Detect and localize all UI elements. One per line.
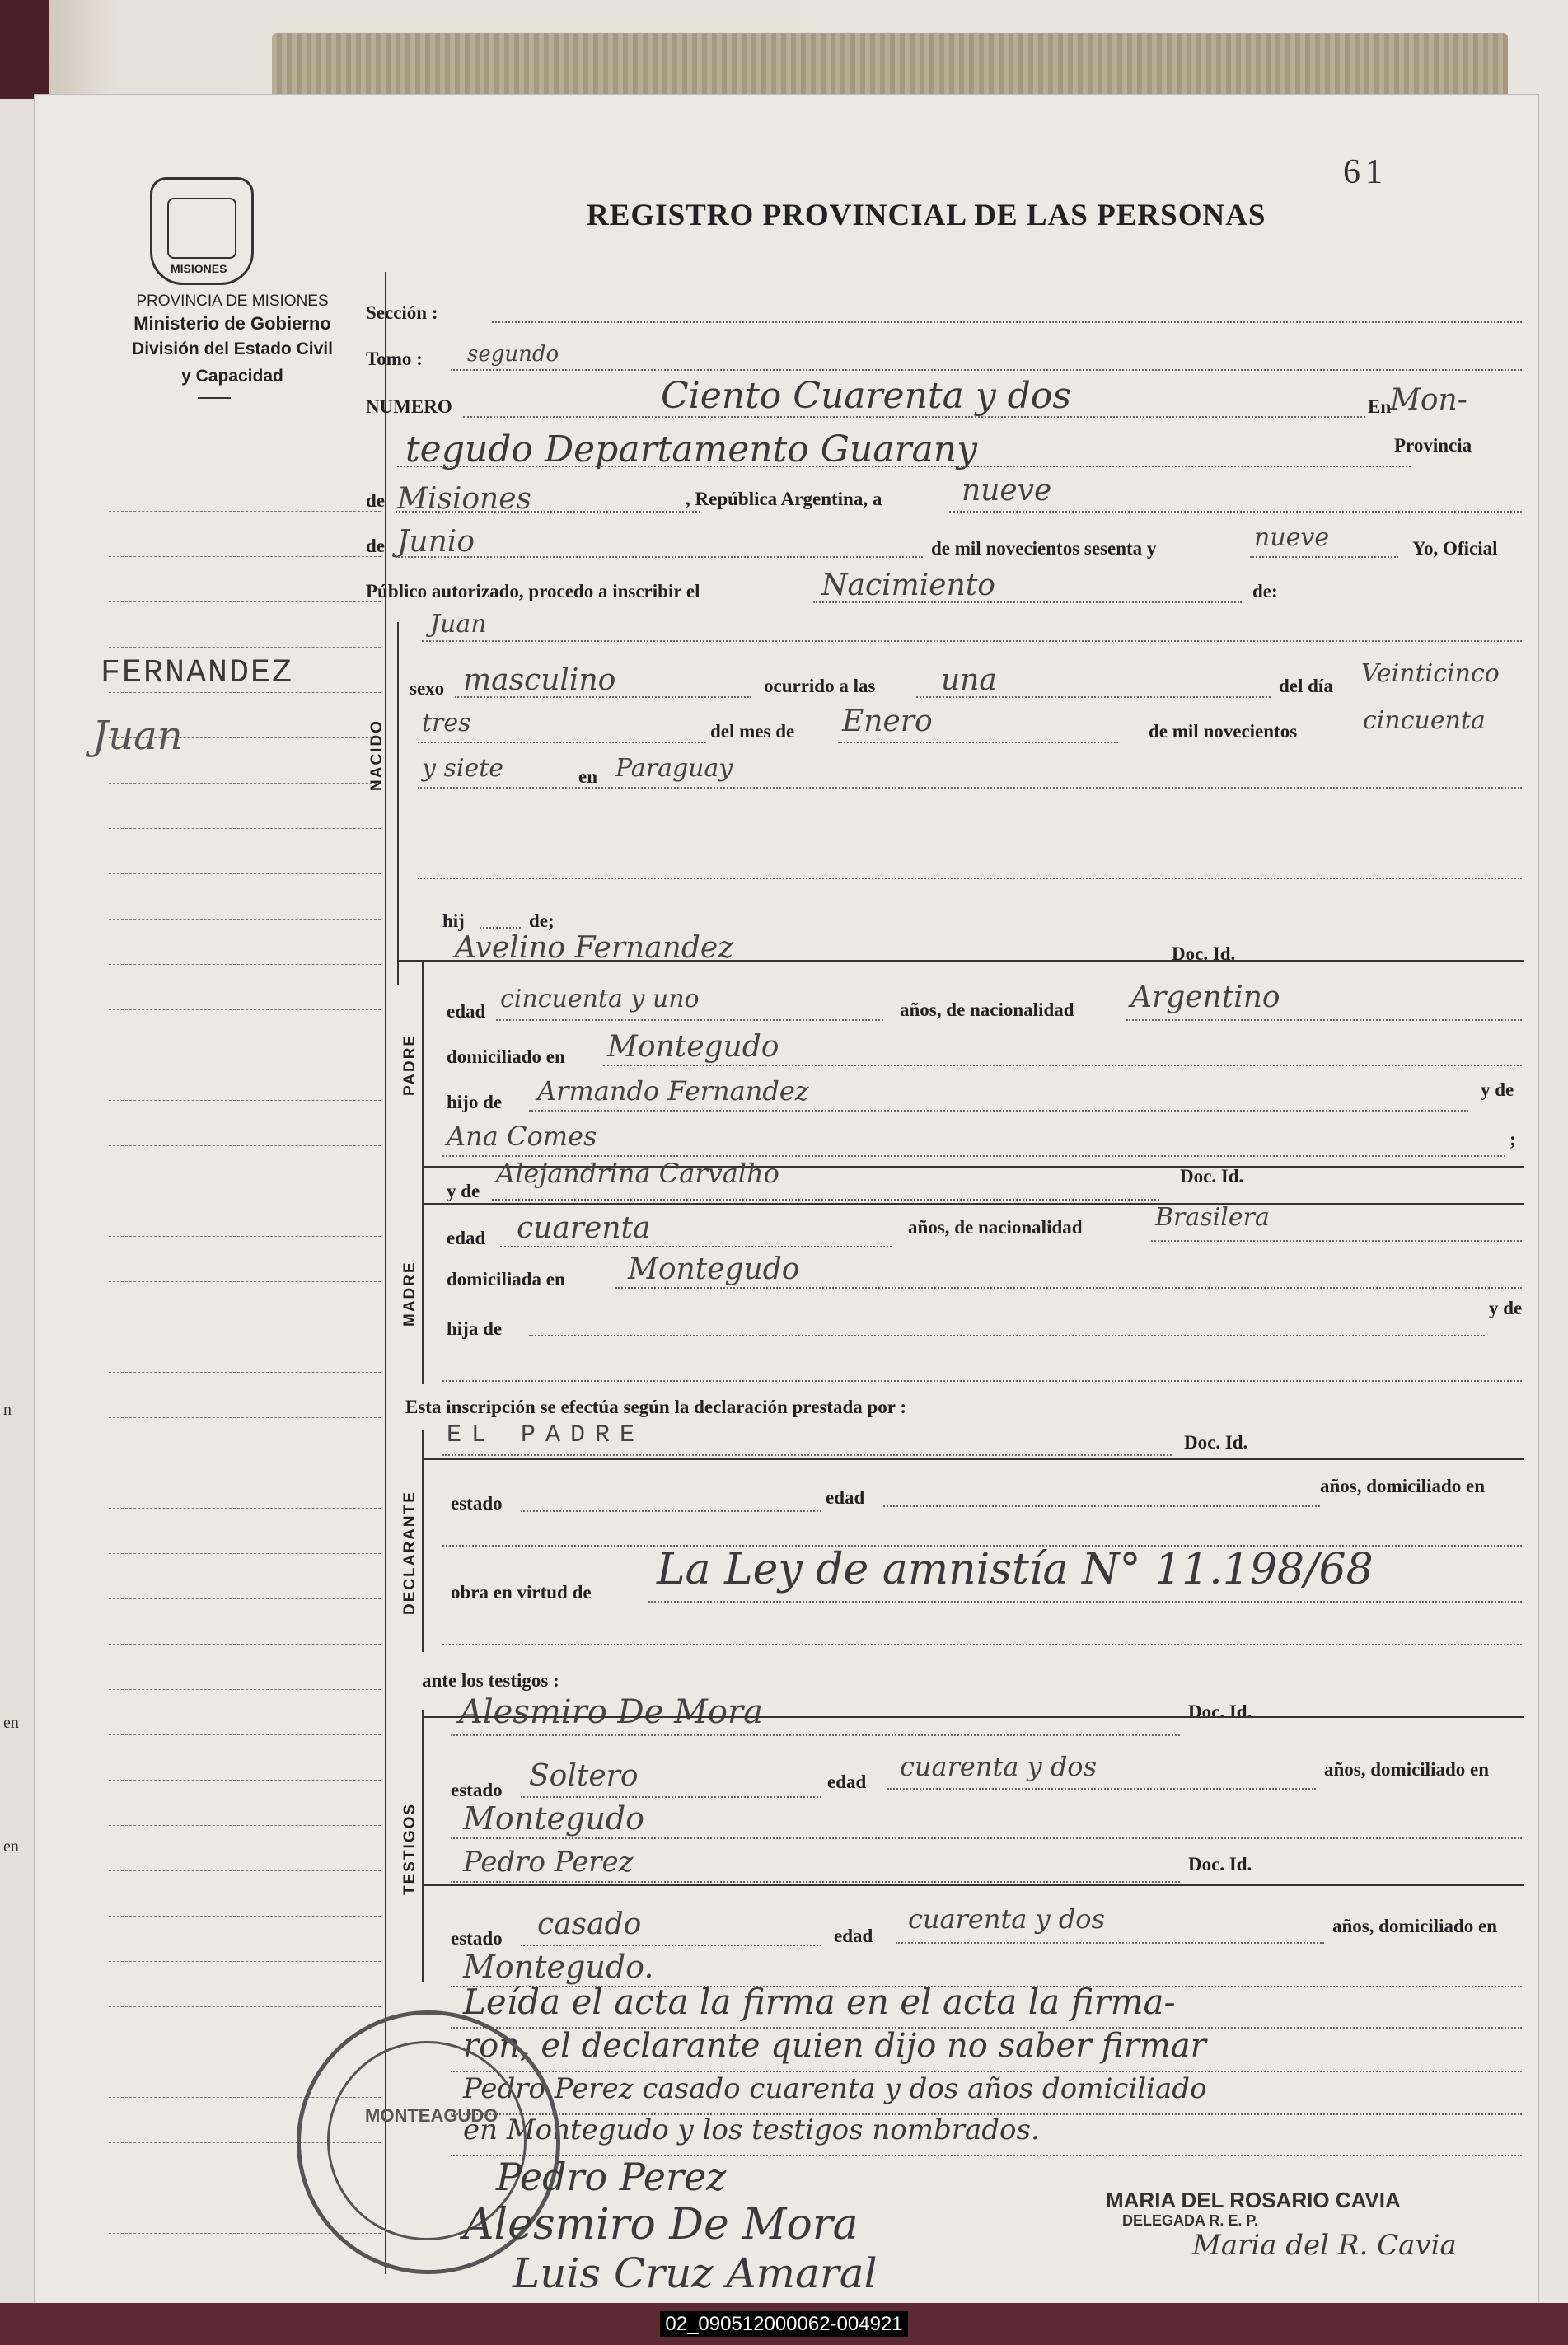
scan-footer — [0, 2303, 1568, 2345]
testigos-intro: ante los testigos : — [422, 1670, 559, 1691]
testigo2-doc-label: Doc. Id. — [1188, 1854, 1252, 1875]
hijo-label: hij — [442, 910, 465, 931]
hijo-line-2 — [418, 878, 1522, 879]
header-capacity: y Capacidad — [181, 367, 283, 386]
testigo1-doc-label: Doc. Id. — [1188, 1701, 1252, 1722]
obra-label: obra en virtud de — [451, 1582, 592, 1603]
testigo2-edad-label: edad — [834, 1926, 873, 1946]
declarante-domicilio-label: años, domiciliado en — [1320, 1476, 1486, 1496]
abuela-materna-line — [442, 1380, 1522, 1382]
declarante-edad-line — [883, 1505, 1320, 1507]
margin-surname: FERNANDEZ — [101, 655, 294, 692]
seal-label: MISIONES — [171, 262, 227, 275]
signature-de-mora: Alesmiro De Mora — [463, 2200, 859, 2249]
tomo-value: segundo — [467, 342, 559, 367]
officer-title: DELEGADA R. E. P. — [1122, 2212, 1259, 2229]
madre-edad-label: edad — [447, 1228, 486, 1248]
place-value-1: Mon- — [1390, 383, 1467, 417]
header-division: División del Estado Civil — [132, 339, 333, 358]
testigo1-edad-line — [887, 1788, 1316, 1790]
declarante-nombre: EL PADRE — [447, 1421, 645, 1449]
padre-edad-line — [496, 1019, 883, 1021]
margin-ruled-line — [109, 511, 381, 512]
de-label-2: de — [366, 536, 385, 556]
madre-doc-label: Doc. Id. — [1180, 1166, 1244, 1187]
margin-ruled-line — [109, 1644, 381, 1645]
mes-value: Junio — [397, 525, 475, 559]
provincia-line — [396, 511, 700, 513]
testigo2-rule — [422, 1884, 1524, 1886]
hijo-suffix-line — [480, 927, 521, 929]
signature-cruz-amaral: Luis Cruz Amaral — [513, 2249, 878, 2297]
en-nac-label: en — [578, 766, 597, 787]
lugar-line — [418, 787, 1522, 789]
declarante-section-label: DECLARANTE — [401, 1491, 419, 1615]
testigo2-estado-label: estado — [451, 1928, 503, 1949]
testigo1-domicilio: Montegudo — [463, 1800, 645, 1837]
madre-hija-de-label: hija de — [447, 1318, 503, 1339]
nacido-nombre: Juan — [430, 610, 487, 639]
mes-nac-line — [838, 742, 1118, 743]
madre-domicilio-label: domiciliada en — [447, 1269, 565, 1290]
testigo2-domicilio-label: años, domiciliado en — [1332, 1916, 1498, 1936]
header-province: PROVINCIA DE MISIONES — [136, 293, 329, 310]
margin-ruled-line — [109, 1870, 381, 1871]
de-label: de — [366, 490, 385, 511]
declarante-estado-label: estado — [451, 1493, 503, 1514]
testigo1-domicilio-label: años, domiciliado en — [1324, 1759, 1490, 1780]
declarante-doc-label: Doc. Id. — [1184, 1432, 1248, 1453]
dia-nacimiento: Veinticinco — [1361, 659, 1500, 688]
left-page-fragment: n — [3, 1401, 12, 1419]
madre-name-rule — [422, 1203, 1524, 1205]
declarante-estado-line — [521, 1510, 821, 1512]
acto-value: Nacimiento — [821, 569, 995, 602]
oficial-label: Yo, Oficial — [1412, 538, 1498, 559]
sexo-line — [455, 696, 751, 698]
column-divider — [385, 272, 386, 2274]
closing-line-3: Pedro Perez casado cuarenta y dos años domiciliado — [463, 2072, 1207, 2105]
provincia-label: Provincia — [1394, 435, 1472, 456]
margin-ruled-line — [109, 1508, 381, 1509]
madre-nombre: Alejandrina Carvalho — [496, 1158, 779, 1189]
place-value-2: tegudo Departamento Guarany — [405, 428, 977, 470]
margin-ruled-line — [109, 601, 381, 602]
numero-value: Ciento Cuarenta y dos — [661, 375, 1071, 417]
mes-nacimiento: Enero — [842, 704, 933, 738]
nacido-nombre-line — [422, 640, 1522, 642]
margin-ruled-line — [109, 692, 381, 693]
dia-value: nueve — [962, 474, 1052, 508]
lugar-nacimiento: Paraguay — [615, 754, 733, 783]
record-page — [35, 95, 1538, 2303]
margin-ruled-line — [109, 964, 381, 965]
testigo2-nombre: Pedro Perez — [463, 1846, 634, 1879]
margin-ruled-line — [109, 1372, 381, 1373]
page-number: 61 — [1343, 153, 1388, 191]
signature-cavia: Maria del R. Cavia — [1192, 2229, 1457, 2262]
numero-line — [463, 416, 1365, 418]
testigo1-estado-label: estado — [451, 1780, 503, 1800]
testigo1-nombre: Alesmiro De Mora — [459, 1693, 763, 1731]
madre-section-label: MADRE — [401, 1261, 419, 1327]
declarante-bracket — [422, 1430, 424, 1652]
margin-ruled-line — [109, 919, 381, 920]
padre-nacionalidad: Argentino — [1130, 981, 1280, 1014]
place-line — [397, 466, 1411, 467]
margin-ruled-line — [109, 828, 381, 829]
seccion-label: Sección : — [366, 302, 438, 323]
testigo1-estado-line — [521, 1796, 821, 1798]
abuela-line — [442, 1155, 1505, 1157]
padre-nac-line — [1126, 1019, 1522, 1021]
dia2-line — [418, 742, 706, 743]
margin-ruled-line — [109, 1689, 381, 1690]
margin-ruled-line — [109, 2006, 381, 2007]
testigo2-nombre-line — [451, 1881, 1180, 1883]
del-dia-label: del día — [1279, 676, 1333, 696]
tomo-line — [451, 369, 1522, 371]
padre-y-de-label: y de — [1481, 1079, 1514, 1100]
declarante-intro: Esta inscripción se efectúa según la declaración prestada por : — [405, 1397, 906, 1417]
padre-domicilio: Montegudo — [607, 1030, 779, 1064]
margin-ruled-line — [109, 1009, 381, 1010]
padre-bracket — [422, 960, 424, 1174]
padre-edad: cincuenta y uno — [500, 985, 700, 1013]
margin-ruled-line — [109, 1553, 381, 1554]
declarante-edad-label: edad — [826, 1487, 865, 1508]
abuela-paterna: Ana Comes — [447, 1121, 597, 1152]
madre-nacionalidad: Brasilera — [1155, 1203, 1270, 1232]
left-page-fragment: en — [3, 1714, 19, 1732]
sexo-value: masculino — [463, 663, 616, 697]
padre-semicolon: ; — [1509, 1129, 1516, 1149]
obra-value: La Ley de amnistía N° 11.198/68 — [657, 1545, 1374, 1594]
testigos-bracket — [422, 1710, 424, 1982]
testigo1-edad-label: edad — [827, 1772, 867, 1792]
abuelo-materno-line — [529, 1335, 1485, 1336]
margin-ruled-line — [109, 1598, 381, 1599]
hijo-de-label: de; — [529, 910, 555, 931]
padre-edad-label: edad — [447, 1001, 486, 1022]
closing-line-1: Leída el acta la firma en el acta la firma- — [463, 1982, 1176, 2022]
padre-doc-label: Doc. Id. — [1172, 943, 1236, 964]
padre-section-label: PADRE — [401, 1033, 419, 1096]
madre-y-de-label: y de — [447, 1181, 480, 1201]
anio-nacimiento: cincuenta — [1363, 706, 1486, 735]
testigo2-edad: cuarenta y dos — [908, 1903, 1105, 1935]
ocurrido-label: ocurrido a las — [764, 676, 876, 696]
padre-domicilio-label: domiciliado en — [447, 1046, 565, 1067]
margin-ruled-line — [109, 1825, 381, 1826]
page-title: REGISTRO PROVINCIAL DE LAS PERSONAS — [587, 199, 1266, 232]
testigo2-estado-line — [521, 1945, 821, 1946]
padre-nacionalidad-label: años, de nacionalidad — [900, 999, 1074, 1020]
closing-line-4: en Montegudo y los testigos nombrados. — [463, 2113, 1040, 2146]
seccion-line — [492, 321, 1522, 323]
margin-ruled-line — [109, 1417, 381, 1418]
testigo1-rule — [422, 1716, 1524, 1718]
sexo-label: sexo — [410, 678, 445, 699]
madre-nac-line — [1151, 1240, 1522, 1242]
madre-nombre-line — [492, 1199, 1159, 1201]
dia-line — [949, 511, 1522, 513]
signature-pedro-perez: Pedro Perez — [496, 2155, 727, 2199]
anio-line — [1250, 556, 1398, 558]
madre-domicilio: Montegudo — [628, 1252, 800, 1286]
officer-name: MARIA DEL ROSARIO CAVIA — [1106, 2188, 1401, 2212]
madre-dom-line — [615, 1287, 1522, 1289]
margin-ruled-line — [109, 1236, 381, 1237]
republica-label: , República Argentina, a — [686, 489, 882, 509]
padre-nombre: Avelino Fernandez — [455, 931, 734, 965]
padre-hijo-de-label: hijo de — [447, 1092, 503, 1112]
abuelo-line — [529, 1110, 1468, 1112]
testigo2-estado: casado — [537, 1907, 642, 1941]
acto-line — [813, 601, 1242, 603]
stamp-text: MONTEAGUDO — [365, 2105, 498, 2126]
publico-label: Público autorizado, procedo a inscribir el — [366, 581, 700, 601]
mes-label: del mes de — [710, 721, 795, 742]
declarante-rule — [422, 1458, 1524, 1460]
nacido-bracket — [397, 622, 399, 985]
dia-nacimiento-2: tres — [422, 709, 471, 737]
de-colon-label: de: — [1252, 581, 1278, 601]
margin-given-name: Juan — [92, 713, 183, 759]
margin-ruled-line — [109, 1916, 381, 1917]
testigo2-domicilio: Montegudo. — [463, 1949, 654, 1985]
provincia-value: Misiones — [397, 482, 532, 516]
margin-ruled-line — [109, 783, 381, 784]
anio-value: nueve — [1254, 523, 1330, 552]
anio-nac-label: de mil novecientos — [1149, 721, 1298, 742]
declarante-nombre-line — [442, 1454, 1172, 1456]
margin-ruled-line — [109, 1961, 381, 1962]
anio-nacimiento-2: y siete — [422, 754, 504, 783]
scan-id: 02_090512000062-004921 — [660, 2311, 907, 2337]
testigo1-dom-line — [451, 1837, 1522, 1839]
tomo-label: Tomo : — [366, 349, 423, 369]
margin-ruled-line — [109, 1780, 381, 1781]
obra-line — [648, 1601, 1522, 1603]
testigo1-edad: cuarenta y dos — [900, 1751, 1097, 1782]
padre-dom-line — [603, 1065, 1522, 1066]
madre-nacionalidad-label: años, de nacionalidad — [908, 1217, 1083, 1238]
nacido-section-label: NACIDO — [368, 719, 386, 791]
hora-line — [916, 696, 1271, 698]
testigo1-estado: Soltero — [529, 1759, 639, 1793]
testigos-section-label: TESTIGOS — [401, 1802, 419, 1895]
header-divider — [198, 397, 231, 399]
madre-y-de-label-2: y de — [1489, 1298, 1523, 1318]
margin-ruled-line — [109, 1145, 381, 1146]
obra-line-2 — [442, 1644, 1522, 1645]
madre-edad: cuarenta — [517, 1211, 651, 1245]
margin-ruled-line — [109, 556, 381, 557]
abuelo-paterno: Armando Fernandez — [537, 1075, 809, 1107]
header-ministry: Ministerio de Gobierno — [133, 313, 331, 334]
madre-edad-line — [500, 1246, 892, 1247]
testigo1-nombre-line — [451, 1734, 1180, 1736]
madre-bracket — [422, 1166, 424, 1384]
margin-ruled-line — [109, 1734, 381, 1735]
margin-ruled-line — [109, 647, 381, 648]
en-label: En — [1368, 396, 1392, 417]
numero-label: NUMERO — [366, 396, 452, 417]
mes-line — [396, 556, 923, 558]
margin-ruled-line — [109, 873, 381, 874]
anio-label: de mil novecientos sesenta y — [931, 538, 1157, 559]
book-binding — [272, 33, 1508, 99]
margin-ruled-line — [109, 1281, 381, 1282]
coat-of-arms-seal — [150, 177, 254, 285]
closing-line-2: ron, el declarante quien dijo no saber firmar — [463, 2027, 1206, 2065]
margin-ruled-line — [109, 1100, 381, 1101]
hora-value: una — [941, 663, 997, 697]
testigo2-edad-line — [896, 1942, 1324, 1944]
left-page-fragment: en — [3, 1837, 19, 1856]
